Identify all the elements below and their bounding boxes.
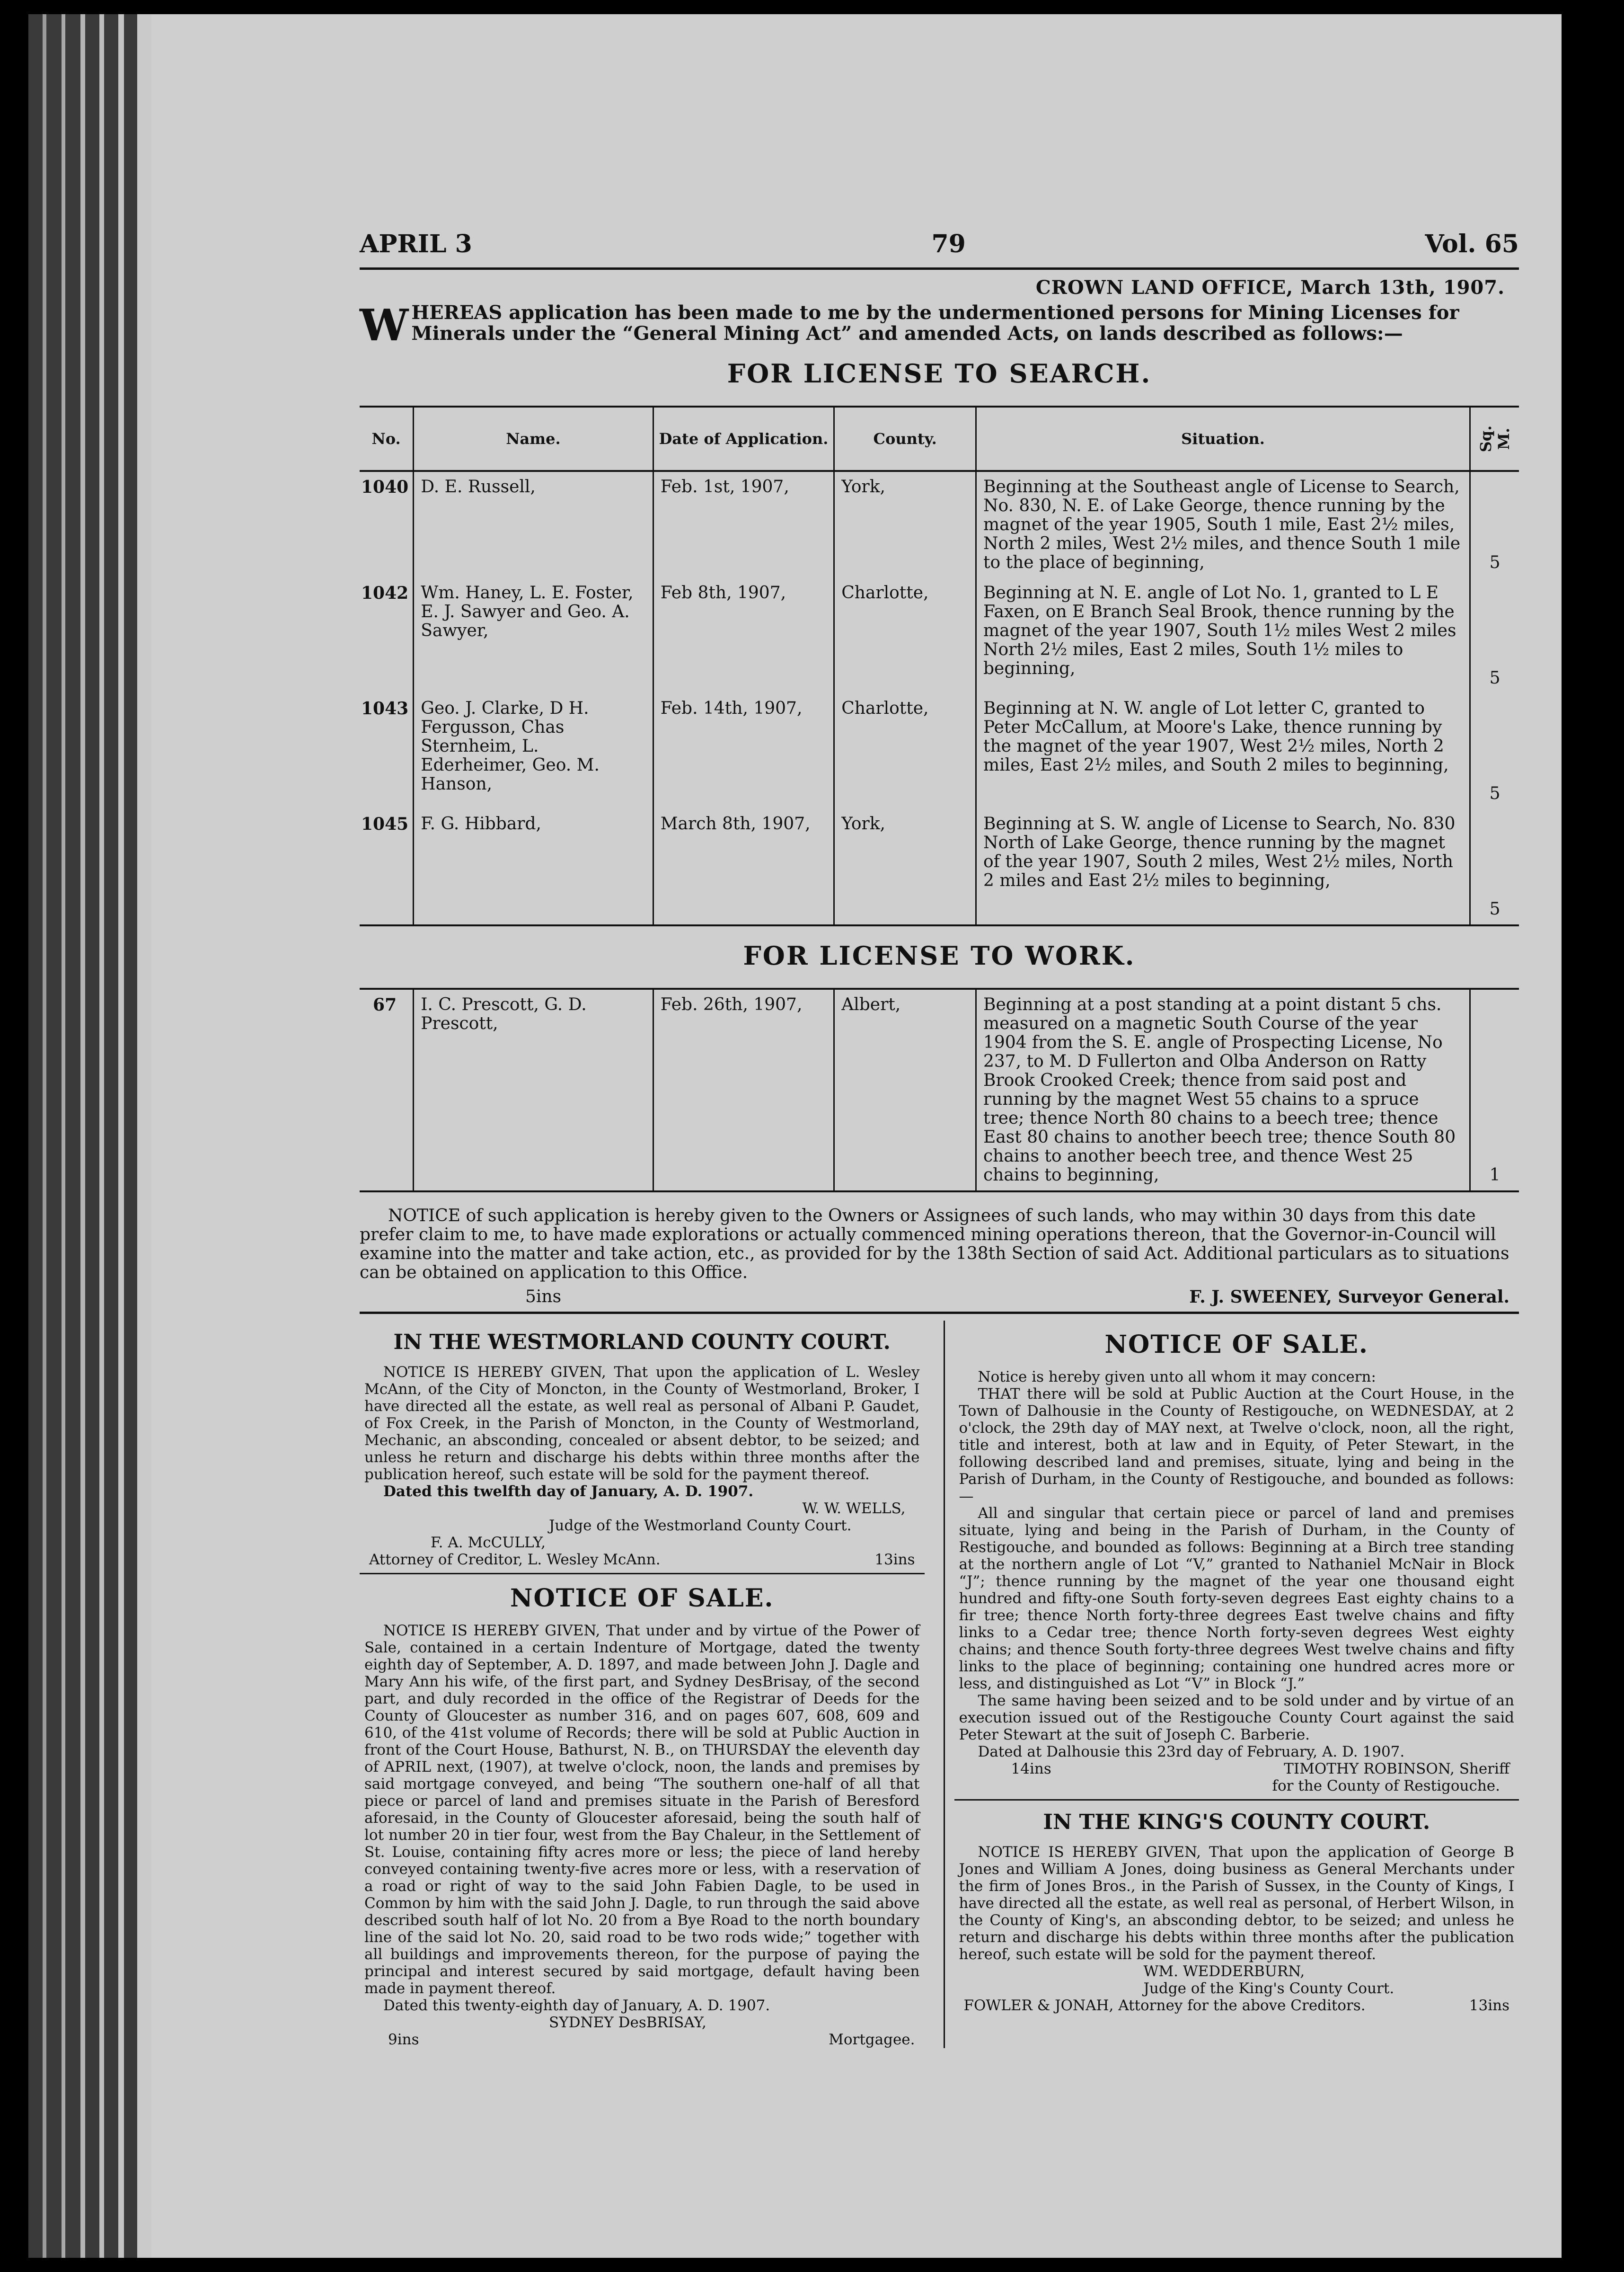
- row-situation: Beginning at S. W. angle of License to Search, No. 830 North of Lake George, thence running by the magnet of the year 1907, South 2 miles, West 2½ miles, North 2 miles and East 2½ miles to beginning,: [976, 809, 1470, 925]
- row-date: Feb. 26th, 1907,: [653, 989, 834, 1191]
- sale-right-footer: [964, 1760, 1510, 1777]
- header-volume: Vol. 65: [1425, 230, 1519, 258]
- kings-ins: 13ins: [1469, 1997, 1509, 2014]
- row-name: D. E. Russell,: [414, 471, 653, 578]
- sale-left-title: NOTICE OF SALE.: [510, 1584, 774, 1613]
- row-county: York,: [834, 809, 976, 925]
- sale-right-ins: 14ins: [1011, 1760, 1051, 1777]
- table-row: [360, 989, 1519, 1191]
- row-situation: Beginning at the Southeast angle of License to Search, No. 830, N. E. of Lake George, thence running by the magnet of the year 1905, South 1 mile, East 2½ miles, North 2 miles, West 2½ miles, and thence South 1 mile to the place of beginning,: [976, 471, 1470, 578]
- col-name: Name.: [414, 407, 653, 471]
- work-title: FOR LICENSE TO WORK.: [743, 941, 1136, 971]
- row-no: 1040: [361, 477, 409, 497]
- row-situation: Beginning at N. E. angle of Lot No. 1, granted to L E Faxen, on E Branch Seal Brook, thence running by the magnet of the year 1907, South 1½ miles West 2 miles North 2½ miles, East 2 miles, South 1½ miles to beginning,: [976, 578, 1470, 693]
- sale-left-ins: 9ins: [388, 2031, 419, 2048]
- lower-columns: [360, 1321, 1519, 2048]
- search-table: [360, 406, 1519, 926]
- kings-attorney-line: FOWLER & JONAH, Attorney for the above Creditors.: [963, 1997, 1366, 2014]
- notice-paragraph: NOTICE of such application is hereby given to the Owners or Assignees of such lands, who may within 30 days from this date prefer claim to me, to have made explorations or actually commenced mining operations thereon, that the Governor-in-Council will examine into the matter and take action, etc., as provided for by the 138th Section of said Act. Additional particulars as to situations can be obtained on application to this Office.: [360, 1206, 1509, 1282]
- col-situation: Situation.: [976, 407, 1470, 471]
- page-content: [360, 230, 1519, 2048]
- row-sq: 5: [1470, 578, 1519, 693]
- sale-right-signer: TIMOTHY ROBINSON, Sheriff: [1284, 1760, 1509, 1777]
- sale-right-body3: The same having been seized and to be sold under and by virtue of an execution issued out of the Restigouche County Court against the said Peter Stewart at the suit of Joseph C. Barberie.: [959, 1692, 1514, 1743]
- row-county: York,: [834, 471, 976, 578]
- row-no: 1042: [361, 583, 409, 603]
- kings-title: IN THE KING'S COUNTY COURT.: [1043, 1810, 1430, 1834]
- col-sq: [1470, 407, 1519, 471]
- row-date: March 8th, 1907,: [653, 809, 834, 925]
- row-no: 67: [373, 995, 397, 1015]
- running-header: [360, 230, 1519, 263]
- westmorland-ins: 13ins: [874, 1551, 915, 1568]
- sale-right-role: for the County of Restigouche.: [1272, 1777, 1500, 1794]
- sale-left-signer: SYDNEY DesBRISAY,: [549, 2014, 706, 2031]
- col-county: County.: [834, 407, 976, 471]
- westmorland-title: IN THE WESTMORLAND COUNTY COURT.: [393, 1330, 891, 1354]
- notice-footer: [525, 1287, 1509, 1307]
- westmorland-attorney-line: Attorney of Creditor, L. Wesley McAnn.: [369, 1551, 661, 1568]
- intro-paragraph: [360, 300, 1519, 351]
- row-no: 1045: [361, 814, 409, 834]
- row-county: Charlotte,: [834, 693, 976, 809]
- westmorland-footer: [369, 1551, 915, 1568]
- col-date: Date of Application.: [653, 407, 834, 471]
- row-county: Charlotte,: [834, 578, 976, 693]
- notice-signature: F. J. SWEENEY, Surveyor General.: [1189, 1287, 1509, 1307]
- header-page-number: 79: [931, 230, 966, 258]
- table-row: [360, 693, 1519, 809]
- row-sq: 5: [1470, 809, 1519, 925]
- divider: [954, 1799, 1519, 1801]
- row-no: 1043: [361, 699, 409, 719]
- row-date: Feb. 1st, 1907,: [653, 471, 834, 578]
- westmorland-judge: W. W. WELLS,: [802, 1500, 906, 1517]
- intro-dropcap: W: [360, 300, 409, 351]
- row-sq: 1: [1470, 989, 1519, 1191]
- search-title: FOR LICENSE TO SEARCH.: [727, 358, 1152, 389]
- table-row: [360, 809, 1519, 925]
- col-sq-label: Sq. M.: [1477, 425, 1513, 453]
- kings-footer: [964, 1997, 1510, 2014]
- office-line: CROWN LAND OFFICE, March 13th, 1907.: [1035, 276, 1505, 299]
- stacked-page-edges: [28, 14, 151, 2258]
- row-name: Wm. Haney, L. E. Foster, E. J. Sawyer and Geo. A. Sawyer,: [414, 578, 653, 693]
- table-row: [360, 471, 1519, 578]
- row-name: Geo. J. Clarke, D H. Fergusson, Chas Sternheim, L. Ederheimer, Geo. M. Hanson,: [414, 693, 653, 809]
- row-date: Feb 8th, 1907,: [653, 578, 834, 693]
- intro-text: HEREAS application has been made to me by the undermentioned persons for Mining Licenses for Minerals under the “General Mining Act” and amended Acts, on lands described as follows:—: [411, 302, 1459, 345]
- sale-right-body2: All and singular that certain piece or parcel of land and premises situate, lying and being in the Parish of Durham, in the County of Restigouche, and bounded as follows: Beginning at a Birch tree standing at the northern angle of Lot “V,” granted to Nathaniel McNair in Block “J”; thence running by the magnet of the year one thousand eight hundred and fifty-one South forty-seven degrees East eighty chains to a fir tree; thence North forty-three degrees East twelve chains and fifty links to a Cedar tree; thence North forty-seven degrees West eighty chains; and thence South forty-three degrees West twelve chains and fifty links to the place of beginning; containing one hundred acres more or less, and distinguished as Lot “V” in Block “J.”: [959, 1505, 1514, 1692]
- row-situation: Beginning at a post standing at a point distant 5 chs. measured on a magnetic South Course of the year 1904 from the S. E. angle of Prospecting License, No 237, to M. D Fullerton and Olba Anderson on Ratty Brook Crooked Creek; thence from said post and running by the magnet West 55 chains to a spruce tree; thence North 80 chains to a beech tree; thence East 80 chains to another beech tree; thence South 80 chains to another beech tree, and thence West 25 chains to beginning,: [976, 989, 1470, 1191]
- row-name: F. G. Hibbard,: [414, 809, 653, 925]
- header-date: APRIL 3: [360, 230, 472, 258]
- work-table: [360, 988, 1519, 1192]
- sale-right-body: THAT there will be sold at Public Auction at the Court House, in the Town of Dalhousie in the County of Restigouche, on WEDNESDAY, at 2 o'clock, the 29th day of MAY next, at Twelve o'clock, noon, all the right, title and interest, both at law and in Equity, of Peter Stewart, in the following described land and premises, situate, lying and being in the Parish of Durham, in the County of Restigouche, and bounded as follows:—: [959, 1385, 1514, 1505]
- sale-left-role: Mortgagee.: [829, 2031, 915, 2048]
- westmorland-body: NOTICE IS HEREBY GIVEN, That upon the application of L. Wesley McAnn, of the City of Moncton, in the County of Westmorland, Broker, I have directed all the estate, as well real as personal of Albani P. Gaudet, of Fox Creek, in the Parish of Moncton, in the County of Westmorland, Mechanic, an absconding, concealed or absent debtor, to be seized; and unless he return and discharge his debts within three months after the publication hereof, such estate will be sold for the payment thereof.: [364, 1364, 920, 1483]
- sale-left-body: NOTICE IS HEREBY GIVEN, That under and by virtue of the Power of Sale, contained in a certain Indenture of Mortgage, dated the twenty eighth day of September, A. D. 1897, and made between John J. Dagle and Mary Ann his wife, of the first part, and Sydney DesBrisay, of the second part, and duly recorded in the office of the Registrar of Deeds for the County of Gloucester as number 316, and on pages 607, 608, 609 and 610, of the 41st volume of Records; there will be sold at Public Auction in front of the Court House, Bathurst, N. B., on THURSDAY the eleventh day of APRIL next, (1907), at twelve o'clock, noon, the lands and premises by said mortgage conveyed, and being “The southern one-half of all that piece or parcel of land and premises situate in the Parish of Beresford aforesaid, in the County of Gloucester aforesaid, being the south half of lot number 20 in tier four, west from the Bay Chaleur, in the Settlement of St. Louise, containing fifty acres more or less; the piece of land hereby conveyed containing twenty-five acres more or less, with a reservation of a road or right of way to the said John Fabien Dagle, to be used in Common by him with the said John J. Dagle, to run through the said above described south half of lot No. 20 from a Bye Road to the north boundary line of the said lot No. 20, said road to be two rods wide;” together with all buildings and improvements thereon, for the purpose of paying the principal and interest secured by said mortgage, default having been made in payment thereof.: [364, 1622, 920, 1997]
- page-scan: [28, 14, 1562, 2258]
- sale-left-footer: [369, 2031, 915, 2048]
- westmorland-dated: Dated this twelfth day of January, A. D. 1907.: [383, 1483, 754, 1500]
- row-situation: Beginning at N. W. angle of Lot letter C, granted to Peter McCallum, at Moore's Lake, thence running by the magnet of the year 1907, West 2½ miles, North 2 miles, East 2½ miles, and South 2 miles to beginning,: [976, 693, 1470, 809]
- kings-judge-title: Judge of the King's County Court.: [1143, 1980, 1395, 1997]
- westmorland-attorney: F. A. McCULLY,: [431, 1534, 546, 1551]
- kings-judge: WM. WEDDERBURN,: [1143, 1963, 1305, 1980]
- row-sq: 5: [1470, 471, 1519, 578]
- sale-left-dated: Dated this twenty-eighth day of January, A. D. 1907.: [383, 1997, 770, 2014]
- sale-right-title: NOTICE OF SALE.: [1104, 1330, 1368, 1359]
- westmorland-judge-title: Judge of the Westmorland County Court.: [549, 1517, 852, 1534]
- divider: [360, 1573, 925, 1574]
- header-rule: [360, 267, 1519, 270]
- right-column: [944, 1321, 1519, 2048]
- row-county: Albert,: [834, 989, 976, 1191]
- section-rule: [360, 1312, 1519, 1314]
- sale-right-intro: Notice is hereby given unto all whom it may concern:: [978, 1368, 1376, 1385]
- table-row: [360, 578, 1519, 693]
- row-date: Feb. 14th, 1907,: [653, 693, 834, 809]
- left-column: [360, 1321, 925, 2048]
- row-name: I. C. Prescott, G. D. Prescott,: [414, 989, 653, 1191]
- kings-body: NOTICE IS HEREBY GIVEN, That upon the application of George B Jones and William A Jones, doing business as General Merchants under the firm of Jones Bros., in the Parish of Sussex, in the County of Kings, I have directed all the estate, as well real as personal, of Herbert Wilson, in the County of King's, an absconding debtor, to be seized; and unless he return and discharge his debts within three months after the publication hereof, such estate will be sold for the payment thereof.: [959, 1844, 1514, 1963]
- col-no: No.: [360, 407, 414, 471]
- row-sq: 5: [1470, 693, 1519, 809]
- notice-ins: 5ins: [525, 1287, 562, 1306]
- sale-right-dated: Dated at Dalhousie this 23rd day of February, A. D. 1907.: [978, 1743, 1405, 1760]
